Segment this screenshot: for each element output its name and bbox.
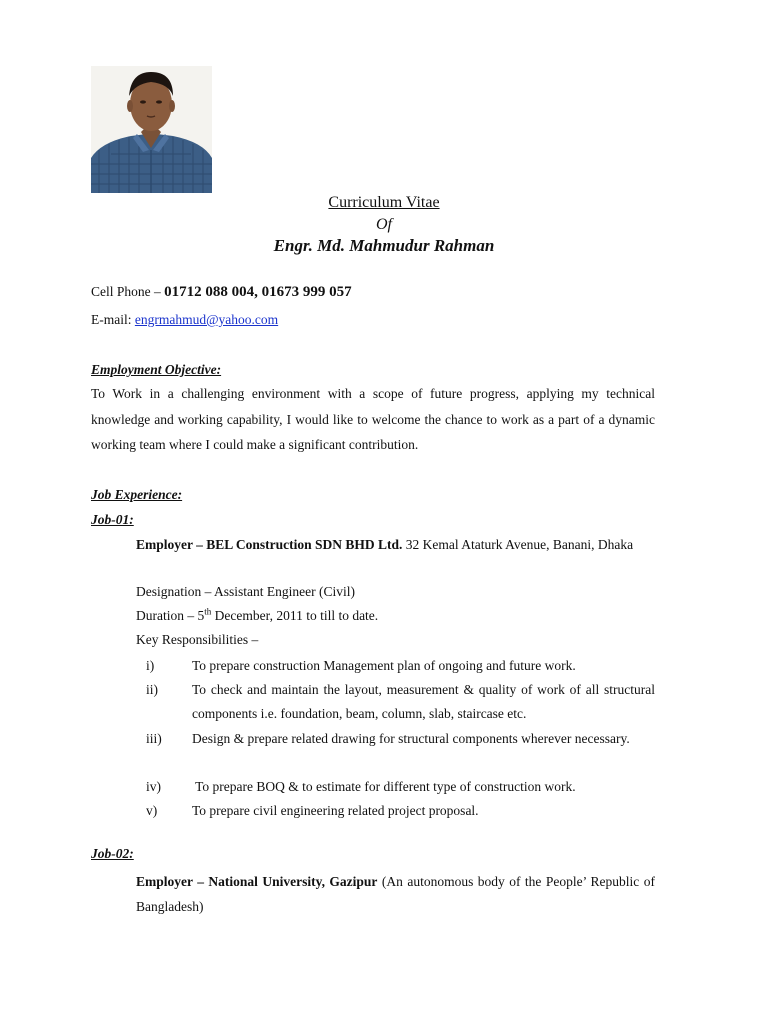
cell-phone-numbers: 01712 088 004, 01673 999 057 xyxy=(164,284,352,300)
job-02-employer-description: (An autonomous body of the People’ Republic of Bangladesh) xyxy=(136,874,655,914)
duration-end: December, 2011 to till to date. xyxy=(211,608,379,623)
job-02-employer-name: Employer – National University, Gazipur xyxy=(136,874,378,889)
list-item-text: Design & prepare related drawing for structural components wherever necessary. xyxy=(192,731,630,746)
list-item-text: To prepare civil engineering related project proposal. xyxy=(192,803,479,818)
job-01-label: Job-01: xyxy=(91,512,134,527)
job-01-duration xyxy=(136,608,378,624)
job-01-employer xyxy=(136,533,655,556)
list-item-text: To prepare BOQ & to estimate for different type of construction work. xyxy=(192,779,576,794)
key-responsibilities-label: Key Responsibilities – xyxy=(136,632,259,647)
job-01-designation: Designation – Assistant Engineer (Civil) xyxy=(136,584,355,599)
cell-phone-line xyxy=(91,284,352,301)
list-item-number: ii) xyxy=(146,682,158,697)
job-02-label: Job-02: xyxy=(91,846,134,861)
list-item-number: iv) xyxy=(146,779,161,794)
document-title: Curriculum Vitae xyxy=(328,194,440,211)
list-item-text: To prepare construction Management plan of ongoing and future work. xyxy=(192,658,576,673)
duration-start: Duration – 5 xyxy=(136,608,205,623)
job-experience-heading: Job Experience: xyxy=(91,487,183,502)
email-line xyxy=(91,312,278,328)
duration-suffix: th xyxy=(204,606,212,617)
objective-text: To Work in a challenging environment with a scope of future progress, applying my technical knowledge and working capability, I would like to welcome the chance to work as a part of a dynamic working team where I could make a significant contribution. xyxy=(91,386,655,452)
email-link[interactable]: engrmahmud@yahoo.com xyxy=(134,312,279,327)
candidate-name: Engr. Md. Mahmudur Rahman xyxy=(273,236,495,255)
list-item-text: To check and maintain the layout, measurement & quality of work of all structural components i.e. foundation, beam, column, slab, staircase etc. xyxy=(192,682,655,721)
list-item-number: iii) xyxy=(146,731,162,746)
job-01-employer-name: Employer – BEL Construction SDN BHD Ltd. xyxy=(136,537,403,552)
email-label: E-mail: xyxy=(91,312,135,327)
of-label: Of xyxy=(376,216,392,233)
list-item-number: v) xyxy=(146,803,158,818)
objective-heading: Employment Objective: xyxy=(91,362,222,377)
job-02-employer xyxy=(136,869,655,919)
job-01-employer-address: 32 Kemal Ataturk Avenue, Banani, Dhaka xyxy=(402,537,634,552)
profile-photo xyxy=(91,66,212,193)
list-item-number: i) xyxy=(146,658,155,673)
cell-phone-label: Cell Phone – xyxy=(91,284,165,299)
